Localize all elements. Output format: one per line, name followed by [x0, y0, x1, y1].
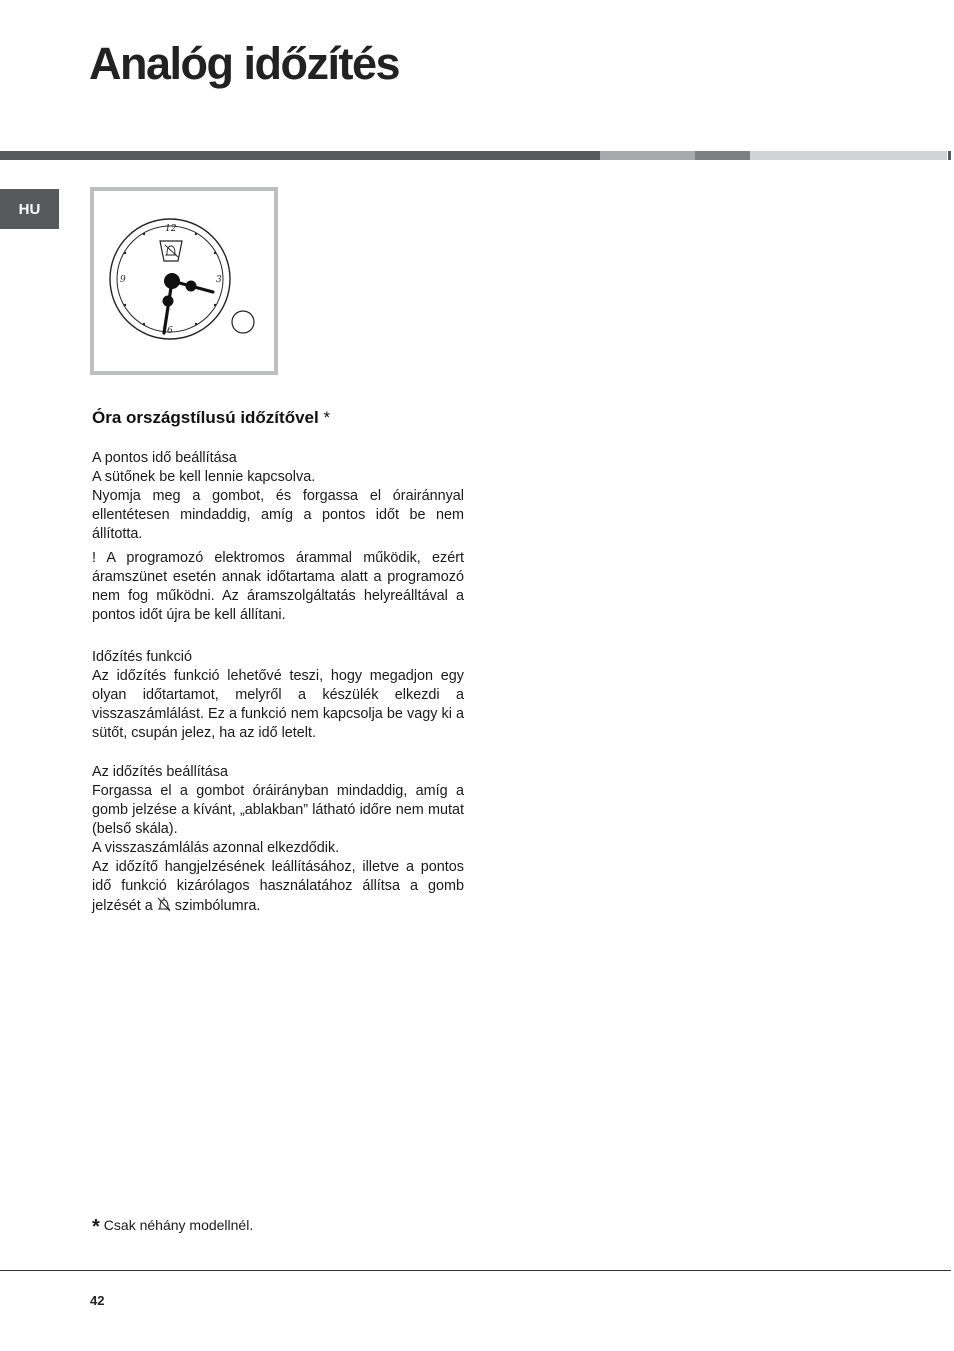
- section-heading: [92, 408, 330, 428]
- header-bar-dark: [0, 151, 600, 160]
- set-time-line-2: Nyomja meg a gombot, és forgassa el órairánnyal ellentétesen mindaddig, amíg a pontos időt be nem állította.: [92, 488, 464, 542]
- timer-setting-title: Az időzítés beállítása: [92, 764, 228, 780]
- set-time-title: A pontos idő beállítása: [92, 450, 237, 466]
- timer-setting-countdown: A visszaszámlálás azonnal elkezdődik.: [92, 840, 340, 856]
- header-bar-light: [750, 151, 947, 160]
- section-heading-star: *: [323, 408, 331, 427]
- header-bar-end: [948, 151, 951, 160]
- timer-setting-block: [92, 763, 464, 918]
- knob-button-icon: [232, 311, 254, 333]
- timer-function-title: Időzítés funkció: [92, 649, 192, 665]
- set-time-line-1: A sütőnek be kell lennie kapcsolva.: [92, 469, 316, 485]
- footnote-text: Csak néhány modellnél.: [103, 1217, 254, 1233]
- timer-clock-diagram-icon: [94, 191, 274, 371]
- numeral-12: 12: [165, 224, 177, 234]
- header-bar-accent: [695, 151, 750, 160]
- timer-function-block: [92, 648, 464, 743]
- timer-clock-figure: [90, 187, 278, 375]
- page-title: Analóg időzítés: [89, 38, 400, 89]
- timer-setting-body: Forgassa el a gombot óráirányban mindaddig, amíg a gomb jelzése a kívánt, „ablakban” látható időre nem mutat (belső skála).: [92, 783, 464, 837]
- warning-block: [92, 549, 464, 625]
- timer-function-body: Az időzítés funkció lehetővé teszi, hogy megadjon egy olyan időtartamot, melyről a készülék elkezdi a visszaszámlálást. Ez a funkció nem kapcsolja be vagy ki a sütőt, csupán jelez, ha az idő letelt.: [92, 668, 464, 741]
- timer-setting-stop-after: szimbólumra.: [174, 898, 261, 914]
- numeral-3: 3: [216, 275, 222, 285]
- footer-rule: [0, 1270, 951, 1271]
- header-bar-mid: [600, 151, 695, 160]
- language-tab: HU: [0, 189, 59, 229]
- section-heading-text: Óra országstílusú időzítővel: [92, 408, 319, 427]
- set-time-block: [92, 449, 464, 544]
- bell-off-icon: [157, 896, 171, 918]
- warning-text: ! A programozó elektromos árammal működik, ezért áramszünet esetén annak időtartama alatt a programozó nem fog működni. Az áramszolgáltatás helyreálltával a pontos időt újra be kell állítani.: [92, 550, 464, 623]
- numeral-6: 6: [167, 326, 173, 336]
- page-number: 42: [90, 1293, 105, 1308]
- footnote-star: *: [92, 1216, 100, 1238]
- footnote: [92, 1216, 253, 1239]
- timer-setting-stop-before: Az időzítő hangjelzésének leállításához, illetve a pontos idő funkció kizárólagos használatához állítsa a gomb jelzését a: [92, 859, 464, 914]
- numeral-9: 9: [120, 275, 126, 285]
- timer-setting-stop: [92, 858, 464, 918]
